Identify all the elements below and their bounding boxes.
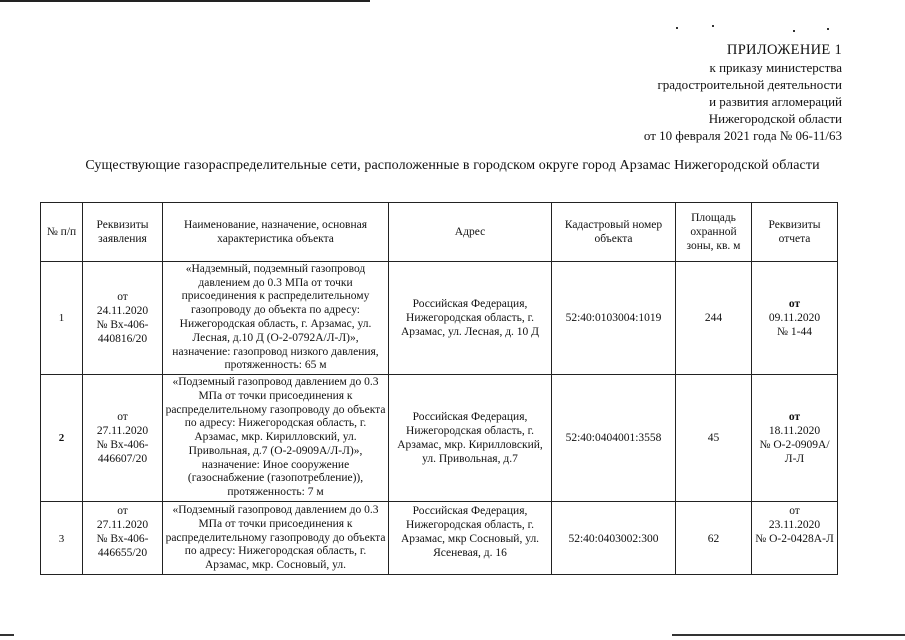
req-from: от (117, 291, 128, 303)
cell-report (752, 502, 838, 575)
cell-description: «Подземный газопровод давлением до 0.3 МПа от точки присоединения к распределительному газопроводу до объекта по адресу: Нижегородская область, г. Арзамас, мкр. Кирилловский, ул. Привольная, д.7 (О-2-0909А/Л-Л)», назначение: Иное сооружение (газоснабжение (газопотребление)), протяженность: 7 м (163, 375, 389, 502)
req-number: № Вх-406-446607/20 (96, 439, 149, 465)
header-requisites: Реквизиты заявления (83, 203, 163, 262)
appendix-line: Нижегородской области (708, 111, 842, 126)
table-header-row (41, 203, 838, 262)
cell-address: Российская Федерация, Нижегородская область, г. Арзамас, мкр Сосновый, ул. Ясеневая, д. 16 (389, 502, 552, 575)
gas-networks-table (40, 202, 838, 575)
cell-report (752, 262, 838, 375)
cell-requisites (83, 375, 163, 502)
cell-address: Российская Федерация, Нижегородская область, г. Арзамас, ул. Лесная, д. 10 Д (389, 262, 552, 375)
cell-cadastral: 52:40:0403002:300 (552, 502, 676, 575)
table-row (41, 502, 838, 575)
description-text: «Подземный газопровод давлением до 0.3 МПа от точки присоединения к распределительному газопроводу до объекта по адресу: Нижегородская область, г. Арзамас, мкр. Сосновый, ул. (165, 504, 386, 572)
rep-date: 09.11.2020 (768, 312, 821, 324)
cell-requisites (83, 502, 163, 575)
cell-description: «Надземный, подземный газопровод давлением до 0.3 МПа от точки присоединения к распределительному газопроводу до объекта по адресу: Нижегородская область, г. Арзамас, ул. Лесная, д.10 Д (О-2-0792А/Л-Л)», назначение: газопровод низкого давления, протяженность: 65 м (163, 262, 389, 375)
header-num: № п/п (41, 203, 83, 262)
header-cadastral: Кадастровый номер объекта (552, 203, 676, 262)
rep-from: от (789, 505, 800, 517)
appendix-header (644, 42, 842, 144)
req-date: 27.11.2020 (96, 519, 149, 531)
req-from: от (117, 411, 128, 423)
table-row (41, 375, 838, 502)
cell-address: Российская Федерация, Нижегородская область, г. Арзамас, мкр. Кирилловский, ул. Привольная, д.7 (389, 375, 552, 502)
rep-number: № О-2-0428А-Л (755, 533, 834, 545)
cell-area: 62 (676, 502, 752, 575)
rep-date: 23.11.2020 (768, 519, 821, 531)
req-number: № Вх-406-440816/20 (96, 319, 149, 345)
req-date: 24.11.2020 (96, 305, 149, 317)
cell-requisites (83, 262, 163, 375)
cell-cadastral: 52:40:0103004:1019 (552, 262, 676, 375)
rep-number: № О-2-0909А/Л-Л (759, 439, 830, 465)
cell-area: 244 (676, 262, 752, 375)
rep-date: 18.11.2020 (768, 425, 821, 437)
cell-cadastral: 52:40:0404001:3558 (552, 375, 676, 502)
document-title: Существующие газораспределительные сети, расположенные в городском округе город Арзамас Нижегородской области (85, 158, 820, 173)
appendix-line: к приказу министерства (709, 60, 842, 75)
req-date: 27.11.2020 (96, 425, 149, 437)
header-name: Наименование, назначение, основная характеристика объекта (163, 203, 389, 262)
req-number: № Вх-406-446655/20 (96, 533, 149, 559)
cell-num: 2 (41, 375, 83, 502)
appendix-title: ПРИЛОЖЕНИЕ 1 (726, 42, 842, 58)
rep-number: № 1-44 (777, 326, 812, 338)
appendix-line: от 10 февраля 2021 года № 06-11/63 (643, 128, 842, 143)
appendix-line: градостроительной деятельности (657, 77, 842, 92)
cell-area: 45 (676, 375, 752, 502)
rep-from: от (788, 298, 801, 310)
header-address: Адрес (389, 203, 552, 262)
table-row (41, 262, 838, 375)
req-from: от (117, 505, 128, 517)
rep-from: от (788, 411, 801, 423)
header-report: Реквизиты отчета (752, 203, 838, 262)
cell-report (752, 375, 838, 502)
cell-num: 3 (41, 502, 83, 575)
cell-num: 1 (41, 262, 83, 375)
cell-description (163, 502, 389, 575)
scan-top-border-line (0, 0, 370, 2)
appendix-line: и развития агломераций (709, 94, 842, 109)
header-area: Площадь охранной зоны, кв. м (676, 203, 752, 262)
